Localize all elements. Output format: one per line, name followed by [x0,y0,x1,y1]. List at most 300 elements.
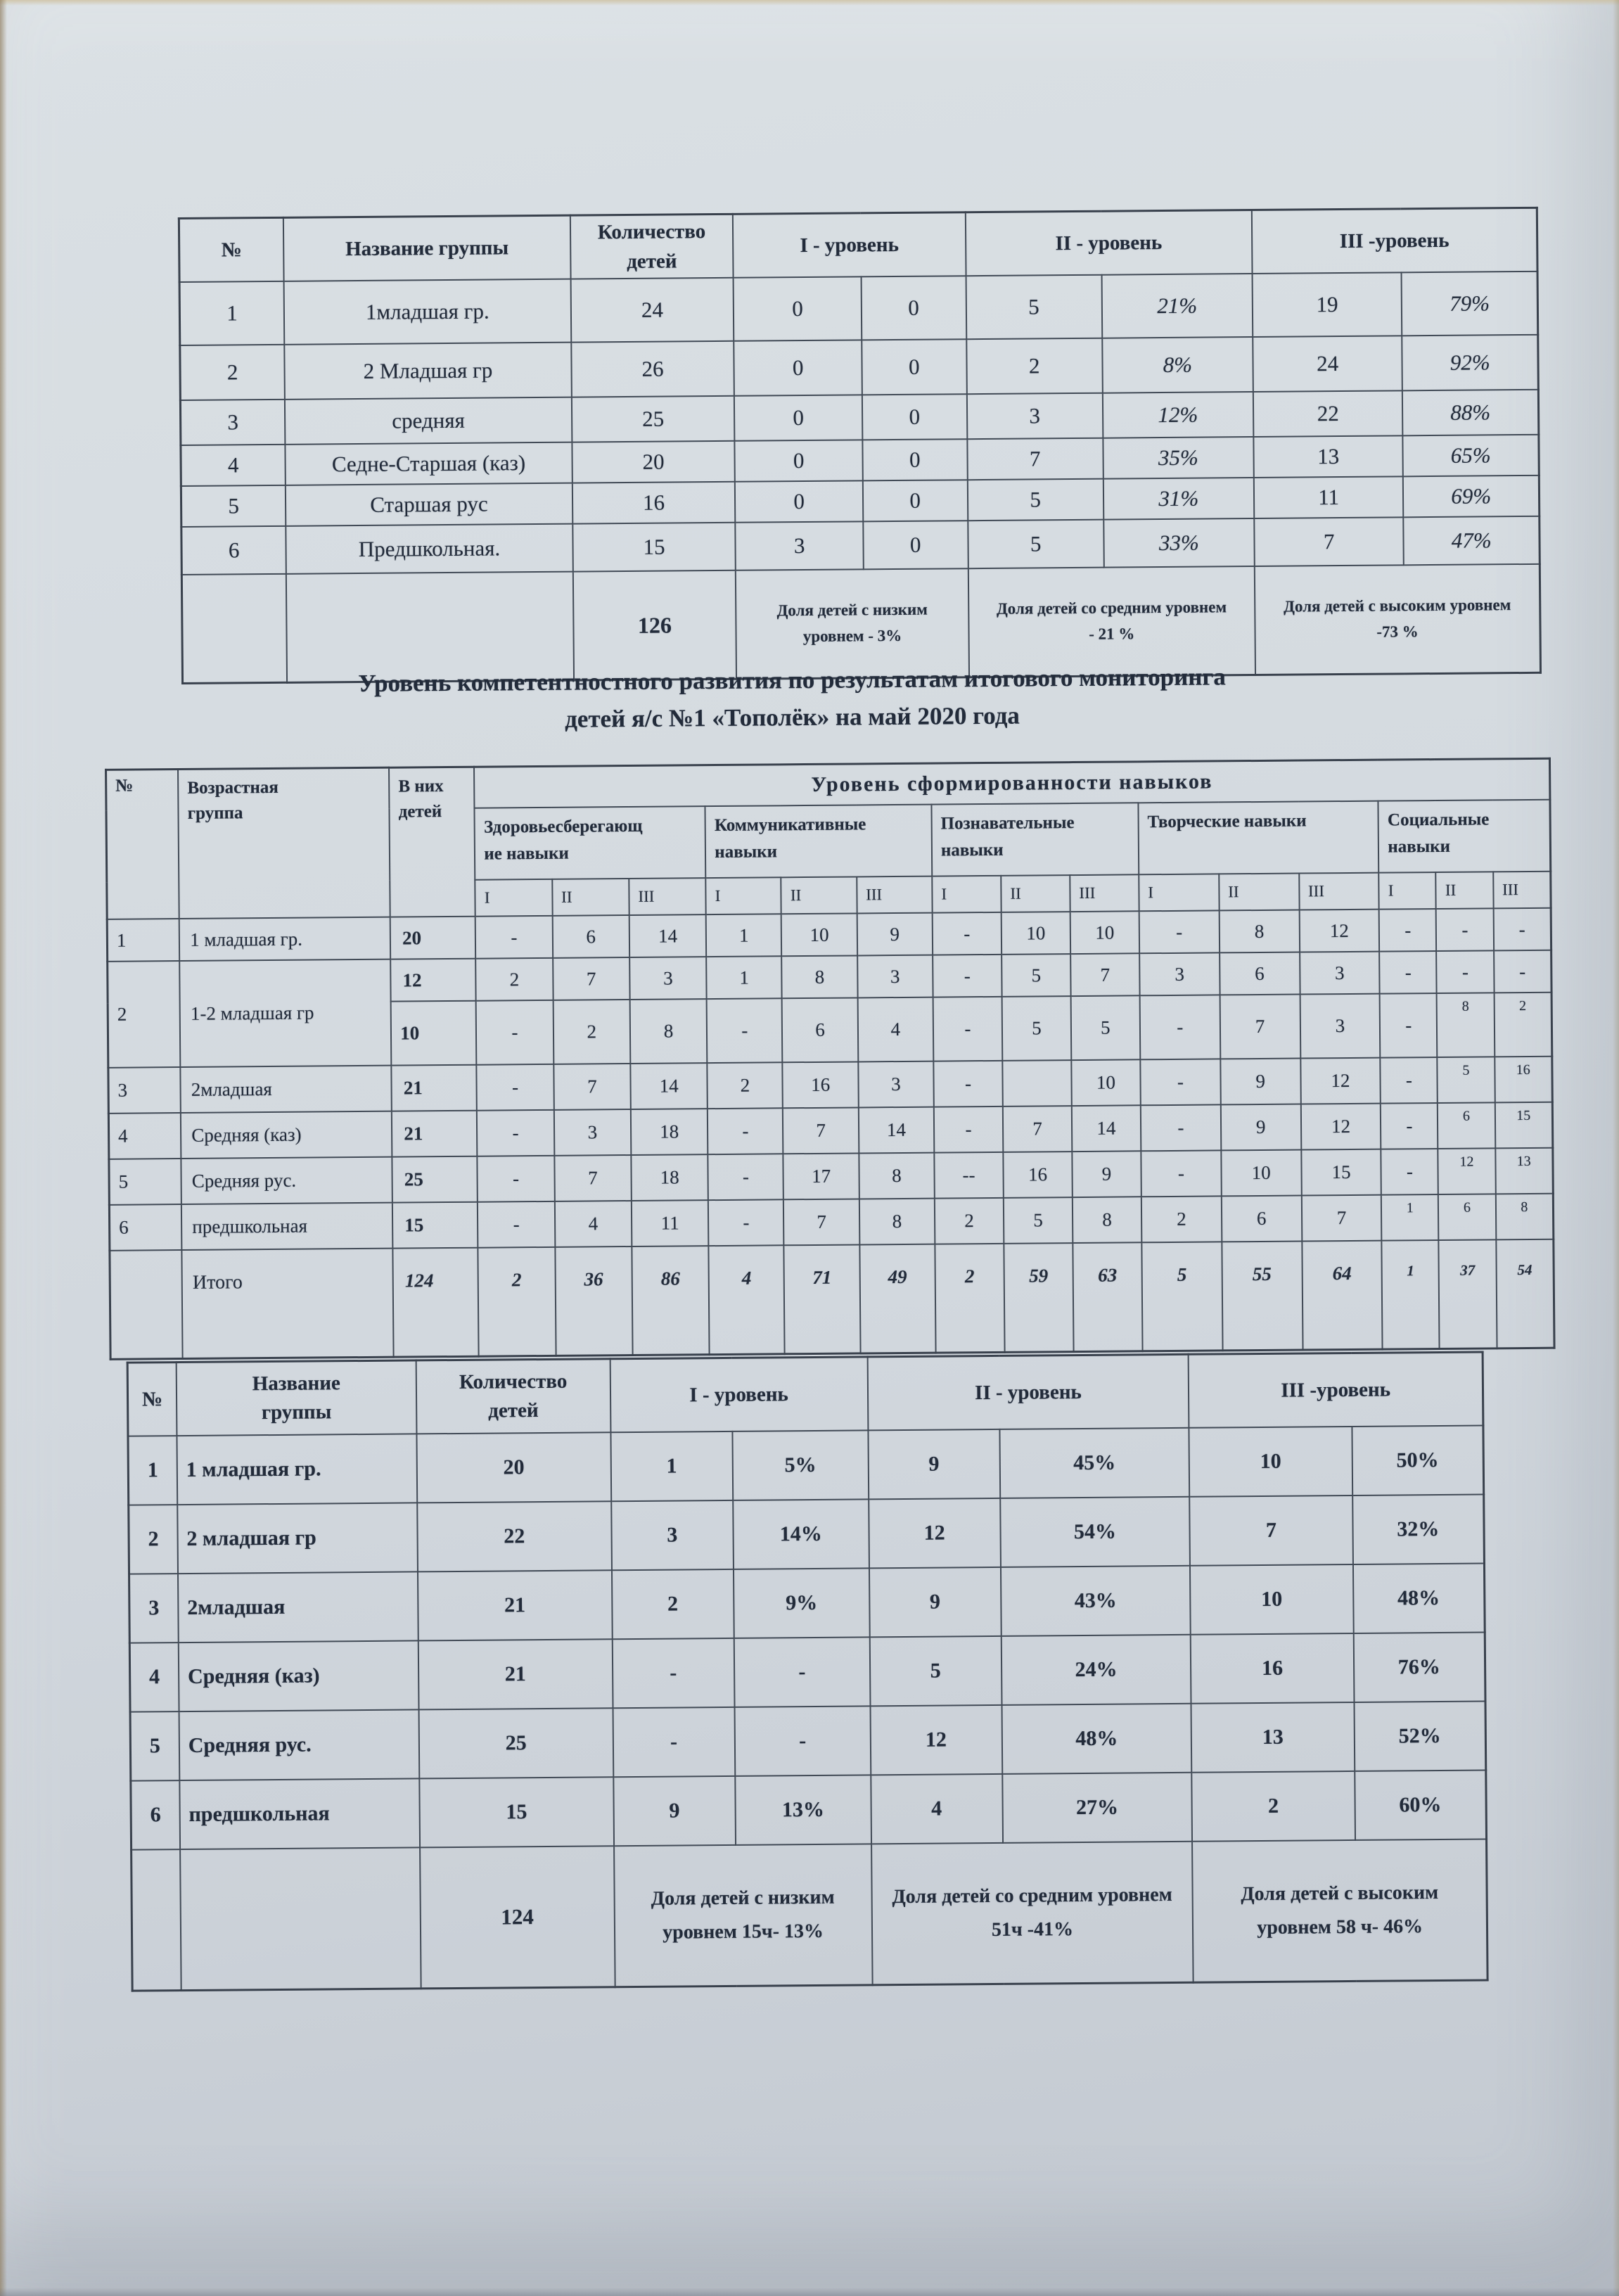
table-row [179,272,1538,345]
table-cell: 1 [706,956,782,999]
t3-footer-low: Доля детей с низким уровнем 15ч- 13% [614,1844,873,1986]
table-cell: 18 [631,1154,708,1201]
table-cell: 20 [390,917,476,959]
table-cell: 52% [1354,1701,1486,1771]
table-cell: 14 [859,1107,935,1154]
t2-header-communication-skills: Коммуникативные навыки [705,805,932,879]
table-cell: 14% [733,1499,869,1569]
t3-header-count-line2: детей [488,1399,539,1422]
t2-level-i: I [475,879,553,917]
table-cell: 63 [1073,1242,1142,1351]
table-cell: - [1140,995,1221,1059]
table-cell: 6 [109,1204,181,1251]
table-cell: 12 [390,959,476,1002]
table-cell: 15 [392,1202,478,1249]
t2-header-num: № [106,770,179,919]
table-cell: 2 младшая гр [177,1503,418,1574]
t2-header-health-skills [475,806,706,880]
table-cell: 36 [555,1246,633,1356]
table-cell: 4 [108,1113,181,1159]
table-cell: 0 [862,394,967,440]
t2-level-i: I [1379,872,1437,910]
t1-header-level3: III -уровень [1252,208,1537,274]
table-cell: - [477,1064,554,1111]
table-body [107,908,1554,1360]
table-cell: 32% [1352,1494,1485,1564]
table-cell: 0 [862,339,966,395]
table-cell: - [933,997,1003,1061]
table-cell: 6 [181,526,286,575]
table-header [179,208,1537,282]
t2-level-iii: III [1070,874,1139,912]
table-cell: - [1139,910,1220,953]
table-cell: 2 [1192,1771,1355,1842]
table-cell: 16 [783,1061,859,1108]
t1-header-count [570,214,733,279]
table-cell: 9 [868,1429,1000,1499]
table-cell: 64 [1302,1241,1383,1350]
table-cell: - [708,1199,784,1246]
table-cell: 86 [632,1246,710,1355]
table-cell: 8 [630,999,708,1064]
table-cell: 4 [181,445,286,486]
table-cell: 3 [736,521,864,570]
table-cell: 2 [180,345,285,400]
document-title-line2: детей я/с №1 «Тополёк» на май 2020 года [564,701,1020,733]
table-cell: 5 [1438,1057,1495,1103]
table-cell: 6 [1438,1102,1495,1149]
table-cell: 7 [553,1064,631,1110]
table-cell: 10 [1071,1059,1140,1106]
table-cell: 3 [857,955,933,998]
table-cell: 6 [552,915,629,958]
t3-header-group-line2: группы [261,1401,332,1424]
table-cell: - [708,1108,783,1154]
table-cell: 3 [629,957,707,1000]
table-row [129,1494,1485,1574]
table-cell: 22 [1253,390,1403,437]
table-row [129,1563,1485,1643]
table-cell: 22 [417,1501,611,1571]
t2-header-group-line2: группа [187,803,243,824]
table-row [110,1239,1554,1360]
table-cell: 21 [418,1570,612,1640]
table-cell: 35% [1103,437,1254,479]
table-cell: 27% [1002,1773,1193,1843]
t2-header-count-line1: В них [398,777,444,796]
table-cell: 7 [1070,953,1139,996]
table-cell: Средняя рус. [179,1709,419,1780]
table-cell: - [1493,908,1551,951]
table-cell: - [933,1061,1002,1107]
table-cell: 9% [734,1568,869,1638]
table-cell: 25 [572,396,735,442]
document-title-line1: Уровень компетентностного развития по результатам итогового мониторинга [358,663,1227,698]
table-cell: 5 [1004,1197,1073,1244]
table-cell: - [1380,993,1438,1058]
table-cell: 24% [1001,1635,1191,1705]
table-cell: - [476,1000,553,1065]
table-cell: - [1141,1150,1221,1197]
table-cell: 25 [418,1708,613,1778]
table-cell [180,1847,421,1990]
results-table-bottom [127,1351,1489,1991]
table-cell: предшкольная [179,1778,420,1849]
results-table-top [178,207,1542,684]
table-cell: 8 [859,1199,935,1245]
table-cell: Итого [182,1249,394,1359]
table-cell: 12% [1102,392,1253,438]
table-cell: 0 [734,395,862,440]
table-cell: - [1379,951,1437,994]
table-cell: - [1140,1059,1220,1105]
table-cell: 12 [870,1705,1002,1775]
table-cell [110,1250,183,1359]
table-cell: 5 [1071,995,1141,1060]
table-cell: 1 младшая гр. [177,1434,417,1505]
table-cell: Седне-Старшая (каз) [286,442,572,485]
table-cell: - [1381,1149,1439,1195]
table-cell: 49 [859,1244,935,1353]
table-cell: 1 [128,1436,177,1505]
table-cell: 47% [1404,516,1540,566]
table-cell: 11 [632,1200,709,1246]
t2-header-social-skills: Социальные навыки [1378,800,1551,873]
table-cell: 20 [416,1432,610,1503]
table-cell [132,1849,181,1991]
table-cell: 2 [935,1244,1004,1353]
table-cell: 17 [783,1153,859,1199]
table-cell: 14 [629,914,707,957]
table-cell: 3 [611,1500,734,1570]
table-cell: 8 [1219,910,1299,953]
table-header-row [179,208,1537,282]
table-cell: 0 [735,440,863,481]
table-cell: 15 [572,523,736,572]
t2-level-i: I [1139,874,1219,911]
table-cell: 5 [1141,1242,1222,1351]
table-cell: 15 [419,1777,613,1847]
table-cell: 2 [966,338,1103,395]
t2-level-ii: II [781,876,857,914]
table-cell: 6 [131,1780,180,1850]
t2-level-ii: II [1219,874,1299,911]
table-cell: 5 [130,1711,179,1781]
table-cell: 3 [1300,994,1381,1059]
table-cell: 54 [1496,1239,1554,1348]
table-cell: 25 [392,1156,478,1203]
table-cell: 3 [129,1574,179,1643]
t2-header-group [178,767,390,919]
table-cell: 9 [1220,1059,1300,1105]
table-cell: - [933,955,1002,997]
table-cell: 2 [935,1198,1004,1244]
table-cell: 6 [1438,1194,1496,1240]
table-cell: 21 [418,1639,613,1709]
t2-level-i: I [932,876,1001,913]
table-cell: 5 [1002,996,1072,1061]
table-cell: 43% [1000,1566,1191,1636]
table-cell: 4 [857,997,933,1062]
t2-level-ii: II [1436,872,1494,909]
table-cell: 9 [1072,1151,1141,1197]
t2-header-skills: Уровень сформированности навыков [474,758,1550,808]
t2-header-health-line2: ие навыки [484,843,569,864]
table-cell: 12 [1300,1058,1381,1104]
table-cell: 1 [107,919,179,962]
t2-level-i: I [706,877,782,914]
table-cell: 69% [1403,476,1540,518]
t3-header-group [177,1360,417,1436]
table-cell: 2 [553,1000,630,1064]
table-cell: 10 [1002,912,1070,955]
t3-header-group-line1: Название [252,1372,340,1396]
table-row [130,1701,1486,1780]
table-cell: 2 [1494,993,1552,1057]
table-cell: 71 [784,1244,860,1353]
table-cell: 1 [179,281,284,345]
table-cell: средняя [285,397,572,445]
table-cell: 2 [129,1505,178,1574]
table-footer-row [132,1839,1488,1991]
table-cell: 10 [1189,1427,1352,1497]
table-cell: 1 [1381,1194,1439,1241]
table-cell [1002,1060,1071,1106]
table-cell: - [1379,909,1437,952]
t2-level-ii: II [1001,875,1070,912]
table-cell: 5 [1002,954,1070,997]
table-cell: 2 [1141,1196,1222,1242]
table-cell: - [477,1110,554,1156]
table-cell: 8 [782,955,858,998]
t3-footer-mid: Доля детей со средним уровнем 51ч -41% [871,1842,1194,1985]
table-cell: 9 [613,1776,736,1846]
table-cell: Средняя (каз) [179,1640,419,1711]
table-cell: - [1494,950,1551,993]
table-cell: 60% [1355,1770,1487,1839]
table-cell: Старшая рус [286,483,572,526]
document-title [103,656,1482,741]
table-row [131,1770,1487,1849]
table-cell: - [734,1706,870,1776]
table-cell: 10 [781,913,857,956]
t3-header-level2: II - уровень [867,1354,1189,1430]
table-cell: 18 [631,1109,708,1155]
table-cell: 4 [555,1201,632,1247]
table-cell: 3 [108,1067,181,1114]
skills-monitoring-table [105,758,1556,1360]
table-cell: 8 [1495,1194,1553,1240]
t1-header-num: № [179,217,283,282]
table-cell: 8 [1437,993,1495,1057]
table-cell: 7 [1220,995,1300,1059]
table-cell: 21 [392,1111,478,1157]
table-cell: 50% [1352,1425,1484,1495]
table-cell: 16 [1191,1633,1354,1704]
table-cell: 0 [735,480,863,522]
table-cell: - [934,1106,1003,1153]
table-cell: Средняя (каз) [181,1111,392,1159]
table-cell: 10 [1190,1564,1353,1635]
t2-header-count [389,767,475,917]
table-cell: 21 [391,1065,477,1111]
table-cell: - [1141,1104,1221,1151]
table-cell: 0 [734,276,862,340]
table-cell: 8% [1102,337,1253,393]
table-cell: 7 [783,1107,859,1154]
table-cell: - [707,998,783,1063]
table-cell: 14 [1072,1105,1141,1152]
table-row [129,1632,1485,1711]
table-row [128,1425,1484,1505]
table-cell: 5 [181,485,286,527]
table-cell: 6 [782,997,858,1062]
table-cell: Средняя рус. [181,1157,392,1204]
table-header-row [127,1352,1483,1436]
t3-footer-high: Доля детей с высоким уровнем 58 ч- 46% [1192,1839,1487,1982]
table-cell: - [612,1638,734,1708]
table-cell: 3 [1139,952,1220,995]
t2-header-count-line2: детей [398,802,442,822]
t1-footer-low: Доля детей с низким уровнем - 3% [736,568,968,679]
t1-footer-mid: Доля детей со средним уровнем - 21 % [968,566,1255,677]
t3-total-children: 124 [420,1846,615,1989]
t2-level-ii: II [552,879,629,916]
table-cell: 1младшая гр. [284,279,571,345]
table-cell: - [1436,908,1494,951]
table-cell: 3 [180,400,285,445]
table-cell: 1 [1382,1240,1440,1349]
table-cell: 3 [858,1061,934,1108]
table-cell: 2 [611,1569,734,1639]
table-cell: 45% [999,1428,1190,1498]
table-cell: 1 [610,1431,733,1501]
table-cell: 7 [553,957,630,1000]
table-cell: 79% [1402,272,1538,336]
table-cell: 15 [1495,1102,1552,1149]
table-cell: 7 [1003,1106,1072,1152]
table-cell: 3 [554,1109,632,1156]
table-cell: 0 [862,439,967,480]
table-cell: 2 [476,958,553,1001]
table-cell: 5 [967,479,1103,521]
table-cell: - [1381,1057,1438,1104]
table-body [128,1425,1487,1849]
t2-level-iii: III [629,878,706,915]
table-cell: 16 [1495,1057,1552,1103]
table-cell: 2 [108,961,181,1068]
t3-header-level1: I - уровень [610,1357,868,1432]
table-cell: 59 [1004,1243,1073,1352]
table-cell: 13 [1253,435,1403,478]
table-cell: 4 [129,1643,179,1712]
table-cell: - [478,1156,555,1202]
table-cell: 7 [783,1199,859,1245]
t3-header-count-line1: Количество [459,1370,568,1394]
t2-header-cognitive-skills: Познавательные навыки [931,803,1139,876]
table-cell: 12 [869,1498,1001,1568]
table-cell: - [613,1707,735,1777]
table-cell: 1 [706,914,782,957]
table-cell: - [734,1637,870,1707]
table-cell: 8 [859,1153,935,1199]
table-cell: 16 [1003,1152,1072,1198]
table-cell: 9 [869,1567,1002,1637]
t1-footer-high: Доля детей с высоким уровнем -73 % [1255,564,1541,675]
table-cell: 5% [732,1430,868,1500]
table-cell: 7 [554,1155,632,1201]
table-cell: 37 [1439,1239,1497,1348]
table-cell: -- [934,1152,1003,1199]
table-cell: 54% [1000,1497,1191,1567]
t2-level-iii: III [857,876,933,914]
table-cell: 2 Младшая гр [284,343,571,400]
table-cell: 9 [1221,1104,1301,1151]
table-cell: 7 [1301,1195,1381,1242]
table-cell: 12 [1300,1104,1381,1150]
table-footer [132,1839,1488,1991]
table-cell: 0 [863,521,968,569]
table-cell: - [1381,1103,1438,1149]
table-cell: 24 [570,278,734,343]
table-cell: 92% [1402,335,1539,391]
table-cell: 26 [571,341,734,397]
table-cell: 24 [1253,336,1402,392]
table-cell: 14 [630,1063,708,1109]
table-cell: 5 [968,520,1104,569]
table-cell: 4 [871,1774,1003,1844]
table-cell: 48% [1002,1704,1192,1774]
table-cell: 2младшая [178,1571,418,1643]
table-cell: 21% [1101,274,1253,338]
table-cell: - [475,916,553,959]
table-cell: 5 [966,275,1102,340]
table-cell: 2 [708,1062,783,1109]
t2-header-health-line1: Здоровьесберегающ [483,816,643,837]
table-cell: 33% [1103,518,1255,568]
table-cell: 16 [572,482,735,524]
table-cell: 20 [572,441,735,483]
table-cell: 9 [857,913,933,956]
table-cell: - [708,1154,784,1200]
table-cell: 0 [863,480,968,521]
table-cell: 12 [1299,910,1379,952]
table-cell: 13 [1191,1702,1355,1773]
table-cell: 7 [967,438,1103,480]
table-cell: 15 [1301,1149,1381,1196]
table-cell: 2 [478,1247,556,1356]
table-cell: 1-2 младшая гр [179,959,391,1067]
t2-header-creative-skills: Творческие навыки [1138,801,1378,875]
table-cell: 13% [735,1775,871,1845]
t3-header-count [416,1359,610,1434]
table-cell: 7 [1254,517,1404,566]
table-cell: 124 [393,1248,479,1357]
table-cell: Предшкольная. [286,524,572,574]
table-cell: 10 [391,1001,477,1066]
table-cell: 1 младшая гр. [179,917,390,961]
table-cell: 5 [869,1636,1002,1706]
table-cell: 10 [1221,1150,1301,1197]
table-header [127,1352,1483,1436]
table-cell: - [1437,950,1495,993]
table-cell: 5 [109,1159,181,1205]
table-cell: 10 [1070,911,1139,954]
t1-header-level1: I - уровень [733,212,966,278]
table-cell: 7 [1189,1495,1352,1566]
table-cell: 48% [1352,1563,1485,1633]
table-cell: 8 [1073,1197,1141,1243]
